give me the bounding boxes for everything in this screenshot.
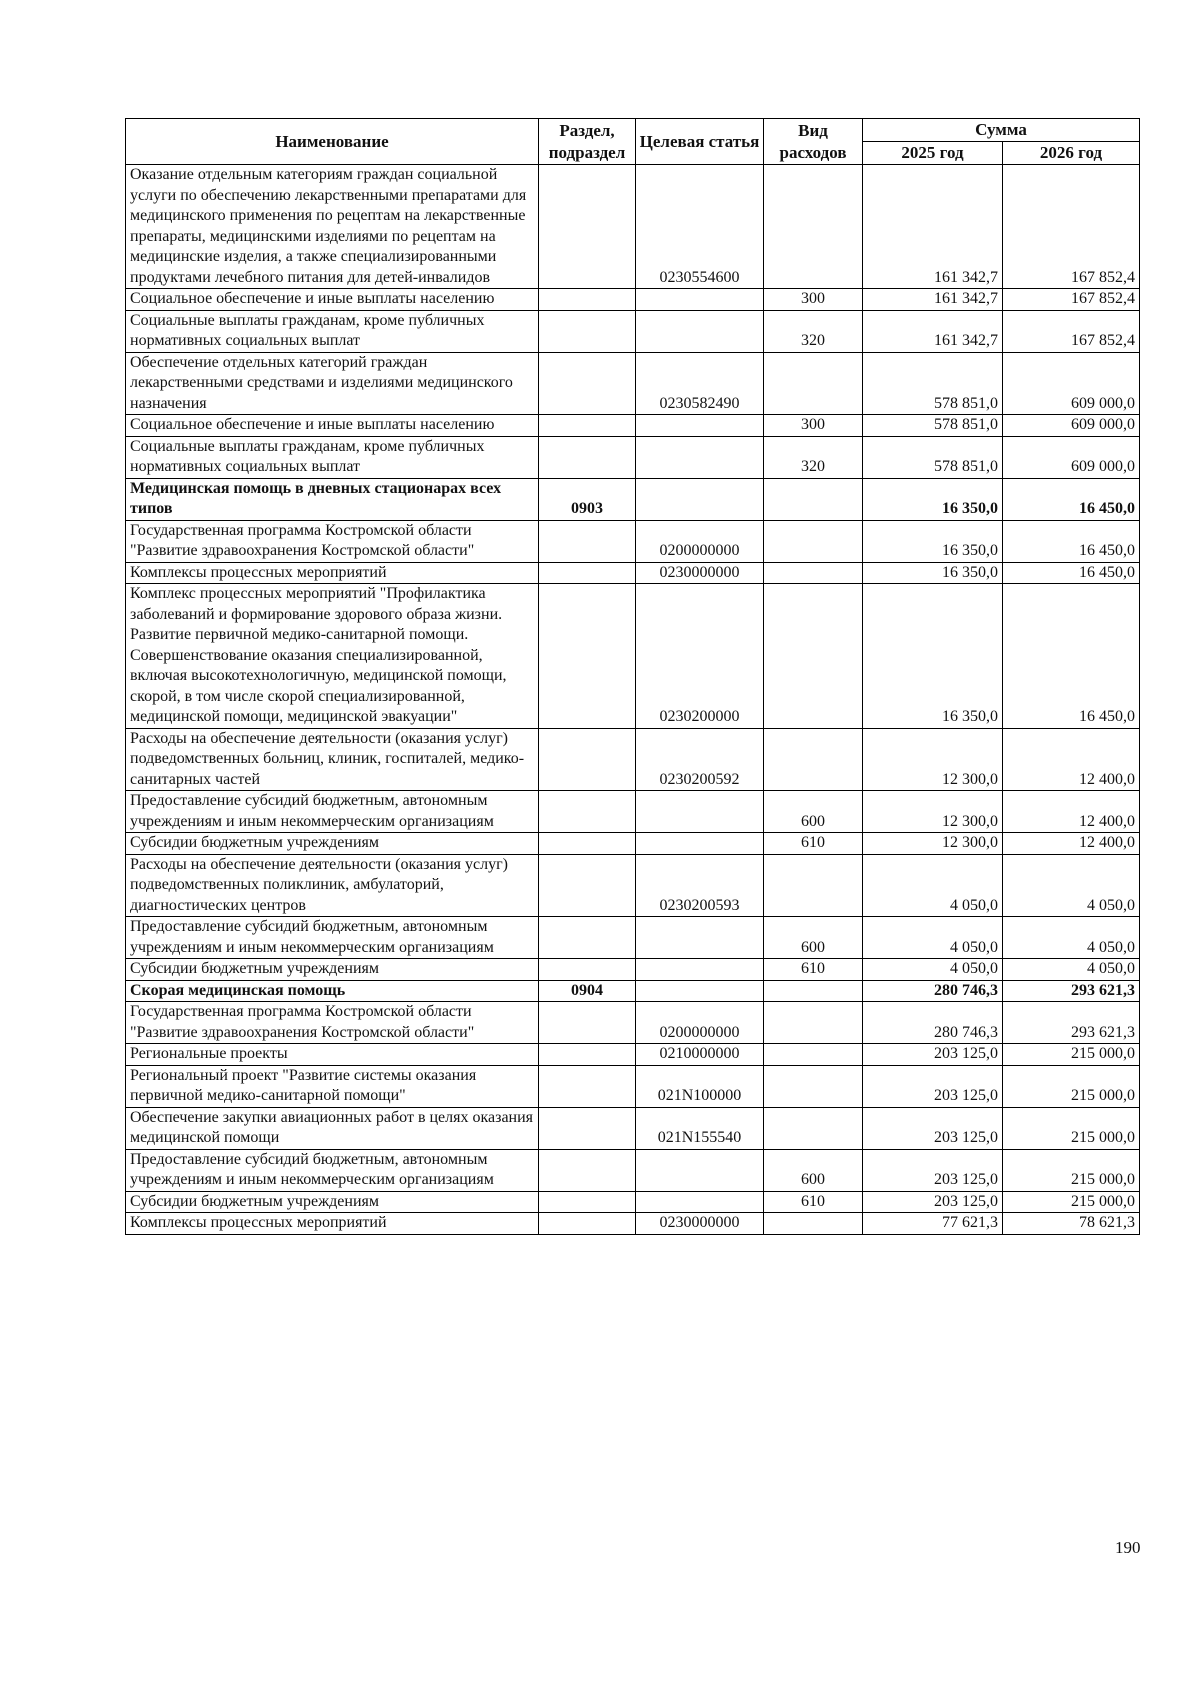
cell-expense-type	[764, 1065, 863, 1107]
cell-section	[539, 1191, 636, 1213]
cell-expense-type: 600	[764, 791, 863, 833]
cell-sum-2025: 161 342,7	[863, 310, 1003, 352]
cell-expense-type: 600	[764, 917, 863, 959]
cell-expense-type: 320	[764, 436, 863, 478]
cell-sum-2025: 578 851,0	[863, 436, 1003, 478]
cell-target: 0230554600	[636, 165, 764, 289]
cell-name: Медицинская помощь в дневных стационарах всех типов	[126, 478, 539, 520]
cell-name: Расходы на обеспечение деятельности (оказания услуг) подведомственных больниц, клиник, госпиталей, медико-санитарных частей	[126, 728, 539, 791]
cell-name: Региональные проекты	[126, 1044, 539, 1066]
cell-expense-type	[764, 1107, 863, 1149]
table-row	[126, 1044, 1140, 1066]
cell-target: 0230200592	[636, 728, 764, 791]
cell-expense-type	[764, 584, 863, 729]
cell-sum-2025: 203 125,0	[863, 1191, 1003, 1213]
cell-expense-type: 320	[764, 310, 863, 352]
cell-target	[636, 791, 764, 833]
cell-section	[539, 854, 636, 917]
cell-name: Предоставление субсидий бюджетным, автономным учреждениям и иным некоммерческим организациям	[126, 791, 539, 833]
header-year-2025: 2025 год	[863, 142, 1003, 165]
cell-section	[539, 1044, 636, 1066]
budget-table	[125, 118, 1140, 1235]
cell-name: Предоставление субсидий бюджетным, автономным учреждениям и иным некоммерческим организациям	[126, 1149, 539, 1191]
table-row	[126, 562, 1140, 584]
table-row	[126, 436, 1140, 478]
cell-target: 0200000000	[636, 520, 764, 562]
cell-sum-2025: 203 125,0	[863, 1065, 1003, 1107]
cell-sum-2025: 280 746,3	[863, 1002, 1003, 1044]
cell-sum-2026: 215 000,0	[1003, 1107, 1140, 1149]
cell-target: 0230582490	[636, 352, 764, 415]
cell-sum-2026: 78 621,3	[1003, 1213, 1140, 1235]
cell-sum-2026: 12 400,0	[1003, 791, 1140, 833]
cell-section	[539, 959, 636, 981]
cell-name: Предоставление субсидий бюджетным, автономным учреждениям и иным некоммерческим организациям	[126, 917, 539, 959]
cell-section	[539, 352, 636, 415]
cell-name: Обеспечение закупки авиационных работ в целях оказания медицинской помощи	[126, 1107, 539, 1149]
cell-name: Субсидии бюджетным учреждениям	[126, 1191, 539, 1213]
table-row	[126, 1002, 1140, 1044]
cell-sum-2025: 4 050,0	[863, 917, 1003, 959]
cell-sum-2025: 203 125,0	[863, 1044, 1003, 1066]
cell-sum-2025: 12 300,0	[863, 833, 1003, 855]
cell-sum-2026: 16 450,0	[1003, 478, 1140, 520]
cell-target	[636, 478, 764, 520]
cell-expense-type	[764, 562, 863, 584]
cell-section	[539, 1002, 636, 1044]
cell-expense-type	[764, 1002, 863, 1044]
cell-sum-2026: 4 050,0	[1003, 854, 1140, 917]
table-row	[126, 1065, 1140, 1107]
cell-name: Социальные выплаты гражданам, кроме публичных нормативных социальных выплат	[126, 436, 539, 478]
cell-name: Комплексы процессных мероприятий	[126, 1213, 539, 1235]
cell-sum-2026: 215 000,0	[1003, 1044, 1140, 1066]
cell-section	[539, 917, 636, 959]
cell-expense-type	[764, 165, 863, 289]
table-row	[126, 520, 1140, 562]
cell-target	[636, 959, 764, 981]
cell-expense-type	[764, 728, 863, 791]
cell-sum-2026: 167 852,4	[1003, 310, 1140, 352]
cell-sum-2025: 578 851,0	[863, 352, 1003, 415]
cell-expense-type: 610	[764, 833, 863, 855]
cell-sum-2025: 4 050,0	[863, 854, 1003, 917]
cell-target: 0230200593	[636, 854, 764, 917]
cell-expense-type	[764, 1213, 863, 1235]
cell-expense-type	[764, 478, 863, 520]
cell-section	[539, 520, 636, 562]
cell-sum-2025: 77 621,3	[863, 1213, 1003, 1235]
cell-expense-type: 600	[764, 1149, 863, 1191]
cell-section	[539, 1149, 636, 1191]
table-body	[126, 165, 1140, 1235]
cell-sum-2026: 609 000,0	[1003, 352, 1140, 415]
cell-sum-2025: 203 125,0	[863, 1107, 1003, 1149]
table-row	[126, 1191, 1140, 1213]
table-row	[126, 917, 1140, 959]
cell-section	[539, 1213, 636, 1235]
cell-target: 021N155540	[636, 1107, 764, 1149]
cell-sum-2026: 215 000,0	[1003, 1149, 1140, 1191]
cell-name: Государственная программа Костромской области "Развитие здравоохранения Костромской области"	[126, 1002, 539, 1044]
cell-target	[636, 833, 764, 855]
table-header	[126, 119, 1140, 165]
cell-target	[636, 415, 764, 437]
cell-expense-type	[764, 520, 863, 562]
table-row	[126, 959, 1140, 981]
header-expense-type: Вид расходов	[764, 119, 863, 165]
cell-sum-2026: 609 000,0	[1003, 415, 1140, 437]
cell-sum-2026: 16 450,0	[1003, 520, 1140, 562]
cell-sum-2025: 161 342,7	[863, 289, 1003, 311]
cell-section	[539, 791, 636, 833]
cell-expense-type	[764, 854, 863, 917]
cell-sum-2026: 215 000,0	[1003, 1065, 1140, 1107]
cell-target	[636, 436, 764, 478]
table-row	[126, 165, 1140, 289]
header-year-2026: 2026 год	[1003, 142, 1140, 165]
cell-sum-2025: 16 350,0	[863, 520, 1003, 562]
table-row	[126, 584, 1140, 729]
cell-expense-type: 300	[764, 415, 863, 437]
cell-sum-2025: 578 851,0	[863, 415, 1003, 437]
header-row-1	[126, 119, 1140, 142]
cell-section	[539, 310, 636, 352]
header-sum: Сумма	[863, 119, 1140, 142]
cell-section	[539, 584, 636, 729]
cell-target: 0230000000	[636, 562, 764, 584]
cell-sum-2025: 4 050,0	[863, 959, 1003, 981]
cell-sum-2026: 4 050,0	[1003, 917, 1140, 959]
cell-sum-2026: 293 621,3	[1003, 1002, 1140, 1044]
cell-sum-2025: 203 125,0	[863, 1149, 1003, 1191]
header-target: Целевая статья	[636, 119, 764, 165]
cell-section	[539, 436, 636, 478]
cell-target: 021N100000	[636, 1065, 764, 1107]
cell-section: 0903	[539, 478, 636, 520]
table-row	[126, 980, 1140, 1002]
table-row	[126, 1149, 1140, 1191]
table-row	[126, 310, 1140, 352]
table-row	[126, 415, 1140, 437]
cell-section	[539, 728, 636, 791]
cell-target	[636, 917, 764, 959]
table-row	[126, 478, 1140, 520]
cell-sum-2026: 12 400,0	[1003, 833, 1140, 855]
header-section: Раздел, подраздел	[539, 119, 636, 165]
cell-name: Субсидии бюджетным учреждениям	[126, 833, 539, 855]
cell-name: Обеспечение отдельных категорий граждан лекарственными средствами и изделиями медицинского назначения	[126, 352, 539, 415]
table-row	[126, 833, 1140, 855]
cell-name: Социальные выплаты гражданам, кроме публичных нормативных социальных выплат	[126, 310, 539, 352]
cell-sum-2026: 167 852,4	[1003, 289, 1140, 311]
table-row	[126, 728, 1140, 791]
table-row	[126, 854, 1140, 917]
header-name: Наименование	[126, 119, 539, 165]
cell-expense-type	[764, 352, 863, 415]
table-row	[126, 289, 1140, 311]
cell-sum-2026: 16 450,0	[1003, 562, 1140, 584]
cell-section	[539, 562, 636, 584]
cell-section	[539, 289, 636, 311]
cell-section	[539, 1107, 636, 1149]
page-number: 190	[1115, 1538, 1141, 1557]
cell-section	[539, 833, 636, 855]
cell-target	[636, 1149, 764, 1191]
cell-target: 0200000000	[636, 1002, 764, 1044]
cell-name: Расходы на обеспечение деятельности (оказания услуг) подведомственных поликлиник, амбулаторий, диагностических центров	[126, 854, 539, 917]
cell-sum-2025: 16 350,0	[863, 478, 1003, 520]
table-row	[126, 791, 1140, 833]
cell-target: 0230200000	[636, 584, 764, 729]
cell-sum-2025: 280 746,3	[863, 980, 1003, 1002]
cell-target: 0230000000	[636, 1213, 764, 1235]
cell-sum-2026: 16 450,0	[1003, 584, 1140, 729]
table-row	[126, 352, 1140, 415]
cell-name: Социальное обеспечение и иные выплаты населению	[126, 289, 539, 311]
cell-expense-type: 300	[764, 289, 863, 311]
cell-section	[539, 415, 636, 437]
cell-sum-2026: 4 050,0	[1003, 959, 1140, 981]
cell-sum-2025: 16 350,0	[863, 584, 1003, 729]
cell-expense-type	[764, 1044, 863, 1066]
cell-sum-2025: 12 300,0	[863, 728, 1003, 791]
cell-expense-type: 610	[764, 1191, 863, 1213]
cell-sum-2025: 161 342,7	[863, 165, 1003, 289]
cell-sum-2025: 12 300,0	[863, 791, 1003, 833]
cell-name: Комплекс процессных мероприятий "Профилактика заболеваний и формирование здорового образа жизни. Развитие первичной медико-санитарной помощи. Совершенствование оказания специализированной, включая высокотехнологичную, медицинской помощи, скорой, в том числе скорой специализированной, медицинской помощи, медицинской эвакуации"	[126, 584, 539, 729]
cell-name: Социальное обеспечение и иные выплаты населению	[126, 415, 539, 437]
cell-sum-2026: 609 000,0	[1003, 436, 1140, 478]
cell-target: 0210000000	[636, 1044, 764, 1066]
cell-section	[539, 165, 636, 289]
cell-sum-2026: 215 000,0	[1003, 1191, 1140, 1213]
table-row	[126, 1213, 1140, 1235]
cell-sum-2026: 293 621,3	[1003, 980, 1140, 1002]
cell-name: Комплексы процессных мероприятий	[126, 562, 539, 584]
cell-sum-2026: 12 400,0	[1003, 728, 1140, 791]
cell-target	[636, 310, 764, 352]
cell-sum-2026: 167 852,4	[1003, 165, 1140, 289]
cell-name: Субсидии бюджетным учреждениям	[126, 959, 539, 981]
cell-name: Оказание отдельным категориям граждан социальной услуги по обеспечению лекарственными препаратами для медицинского применения по рецептам на лекарственные препараты, медицинскими изделиями по рецептам на медицинские изделия, а также специализированными продуктами лечебного питания для детей-инвалидов	[126, 165, 539, 289]
cell-section	[539, 1065, 636, 1107]
cell-target	[636, 289, 764, 311]
cell-name: Государственная программа Костромской области "Развитие здравоохранения Костромской области"	[126, 520, 539, 562]
cell-expense-type	[764, 980, 863, 1002]
cell-section: 0904	[539, 980, 636, 1002]
cell-expense-type: 610	[764, 959, 863, 981]
cell-sum-2025: 16 350,0	[863, 562, 1003, 584]
cell-target	[636, 1191, 764, 1213]
cell-target	[636, 980, 764, 1002]
cell-name: Региональный проект "Развитие системы оказания первичной медико-санитарной помощи"	[126, 1065, 539, 1107]
cell-name: Скорая медицинская помощь	[126, 980, 539, 1002]
table-row	[126, 1107, 1140, 1149]
